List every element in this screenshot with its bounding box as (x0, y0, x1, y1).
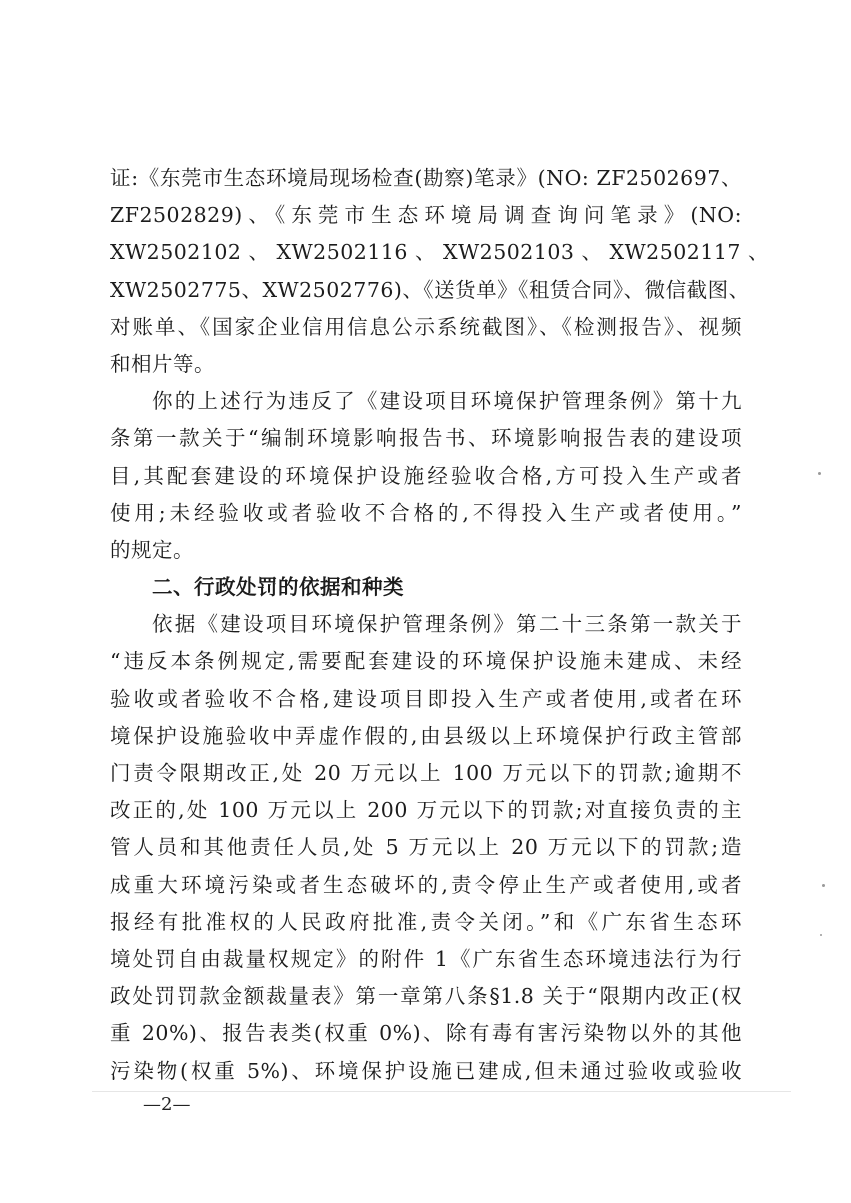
text-line: 改正的,处 100 万元以上 200 万元以下的罚款;对直接负责的主 (110, 798, 742, 823)
text-line: 使用;未经验收或者验收不合格的,不得投入生产或者使用。” (110, 500, 742, 525)
text-line: 条第一款关于“编制环境影响报告书、环境影响报告表的建设项 (110, 426, 742, 451)
text-line: “违反本条例规定,需要配套建设的环境保护设施未建成、未经 (110, 649, 742, 674)
page-number: —2— (143, 1094, 191, 1115)
document-body (110, 160, 769, 1090)
text-line: 证:《东莞市生态环境局现场检查(勘察)笔录》(NO: ZF2502697、 (110, 166, 742, 190)
footer-divider (92, 1091, 791, 1092)
text-line: 境处罚自由裁量权规定》的附件 1《广东省生态环境违法行为行 (110, 946, 742, 971)
text-line: 成重大环境污染或者生态破坏的,责令停止生产或者使用,或者 (110, 872, 742, 897)
text-line: 对账单、《国家企业信用信息公示系统截图》、《检测报告》、视频 (110, 314, 742, 339)
scan-speck (822, 884, 825, 887)
paragraph-first-line: 你的上述行为违反了《建设项目环境保护管理条例》第十九 (152, 389, 742, 414)
paragraph-first-line: 依据《建设项目环境保护管理条例》第二十三条第一款关于 (152, 612, 742, 637)
text-line: 验收或者验收不合格,建设项目即投入生产或者使用,或者在环 (110, 686, 742, 711)
text-line: 重 20%)、报告表类(权重 0%)、除有毒有害污染物以外的其他 (110, 1021, 742, 1046)
text-line: 政处罚罚款金额裁量表》第一章第八条§1.8 关于“限期内改正(权 (110, 984, 742, 1009)
text-line: 门责令限期改正,处 20 万元以上 100 万元以下的罚款;逾期不 (110, 761, 742, 785)
text-line: 的规定。 (110, 537, 194, 562)
text-line: 境保护设施验收中弄虚作假的,由县级以上环境保护行政主管部 (110, 723, 742, 748)
text-line: XW2502775、XW2502776)、《送货单》《租赁合同》、微信截图、 (110, 277, 750, 302)
text-line: 污染物(权重 5%)、环境保护设施已建成,但未通过验收或验收 (110, 1058, 742, 1083)
section-heading: 二、行政处罚的依据和种类 (152, 575, 404, 600)
text-line: 管人员和其他责任人员,处 5 万元以上 20 万元以下的罚款;造 (110, 835, 742, 860)
text-line: ZF2502829)、《东莞市生态环境局调查询问笔录》(NO: (110, 203, 742, 228)
scan-speck (820, 934, 822, 936)
text-line: 报经有批准权的人民政府批准,责令关闭。”和《广东省生态环 (110, 909, 742, 934)
text-line: 目,其配套建设的环境保护设施经验收合格,方可投入生产或者 (110, 463, 742, 488)
text-line: 和相片等。 (110, 351, 215, 376)
text-line: XW2502102 、 XW2502116 、 XW2502103 、 XW2502117 、 (110, 240, 769, 265)
scan-speck (818, 472, 821, 475)
